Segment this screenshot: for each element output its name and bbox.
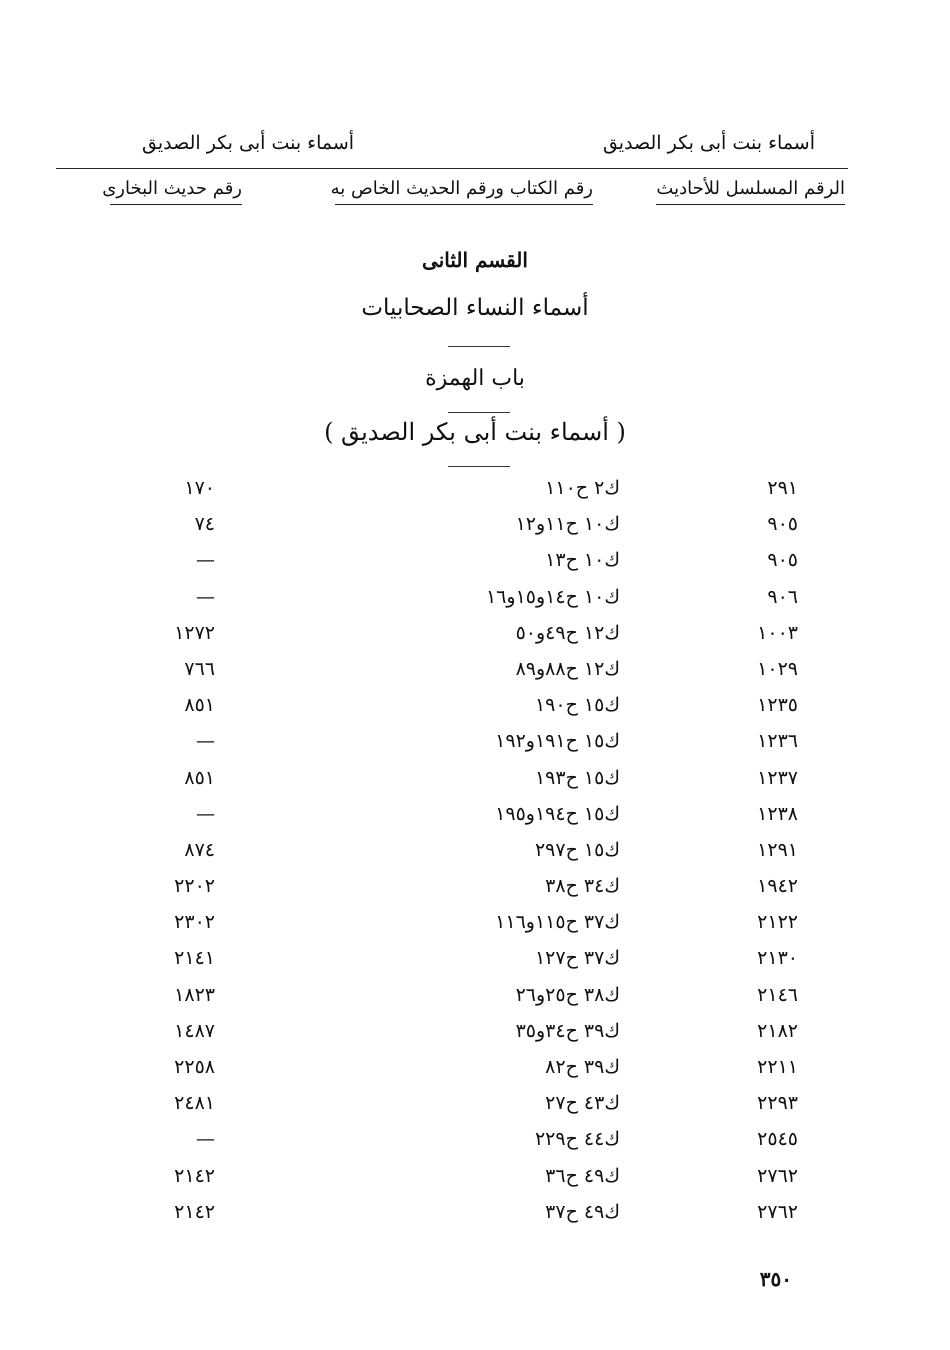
table-row: [0, 1121, 950, 1157]
table-row: [0, 506, 950, 542]
serial-number-cell: ١٢٩١: [757, 838, 798, 861]
table-row: [0, 1194, 950, 1230]
bukhari-number-cell: ٢١٤٢: [174, 1200, 215, 1223]
serial-number-cell: ١٢٣٧: [757, 766, 798, 789]
serial-number-cell: ١٢٣٥: [757, 694, 798, 717]
page-number: ٣٥٠: [759, 1267, 792, 1291]
book-hadith-cell: ك٤٤ ح٢٢٩: [534, 1128, 620, 1151]
table-row: [0, 1049, 950, 1085]
serial-number-cell: ٩٠٥: [767, 549, 798, 572]
column-header-book: رقم الكتاب ورقم الحديث الخاص به: [335, 178, 593, 205]
divider: [448, 412, 510, 413]
book-hadith-cell: ك٤٩ ح٣٧: [545, 1200, 620, 1223]
bukhari-number-cell: ٨٧٤: [184, 838, 215, 861]
section-subtitle: أسماء النساء الصحابيات: [361, 295, 589, 321]
running-head-left: أسماء بنت أبى بكر الصديق: [142, 132, 355, 154]
divider: [448, 346, 510, 347]
bukhari-number-cell: ٨٥١: [184, 694, 215, 717]
divider: [448, 466, 510, 467]
book-hadith-cell: ك٣٨ ح٢٥و٢٦: [515, 983, 620, 1006]
book-hadith-cell: ك١٢ ح٤٩و٥٠: [515, 621, 620, 644]
bukhari-number-cell: ٢١٤١: [174, 947, 215, 970]
book-hadith-cell: ك٣٩ ح٨٢: [545, 1056, 620, 1078]
serial-number-cell: ١٩٤٢: [757, 875, 798, 898]
table-row: [0, 796, 950, 832]
serial-number-cell: ٢٧٦٢: [757, 1164, 798, 1187]
book-hadith-cell: ك١٥ ح٢٩٧: [534, 838, 620, 861]
book-hadith-cell: ك١٥ ح١٩٣: [534, 766, 620, 789]
table-row: [0, 977, 950, 1013]
table-row: [0, 1158, 950, 1194]
table-row: [0, 1085, 950, 1121]
running-head-right: أسماء بنت أبى بكر الصديق: [602, 132, 815, 154]
book-hadith-cell: ك١٥ ح١٩١و١٩٢: [495, 730, 620, 753]
bukhari-number-cell: ١٤٨٧: [174, 1019, 215, 1042]
bukhari-number-cell: —: [196, 549, 215, 572]
serial-number-cell: ٢٥٤٥: [757, 1128, 798, 1151]
serial-number-cell: ٢٧٦٢: [757, 1200, 798, 1223]
section-title: القسم الثانى: [422, 248, 528, 272]
chapter-title: باب الهمزة: [425, 366, 525, 391]
bukhari-number-cell: ١٢٧٢: [174, 621, 215, 644]
book-hadith-cell: ك١٥ ح١٩٠: [534, 694, 620, 717]
serial-number-cell: ٩٠٦: [767, 585, 798, 608]
table-row: [0, 832, 950, 868]
serial-number-cell: ٢١٣٠: [757, 947, 798, 970]
serial-number-cell: ٢١٢٢: [757, 911, 798, 934]
table-row: [0, 904, 950, 940]
book-hadith-cell: ك٤٣ ح٢٧: [545, 1092, 620, 1115]
bukhari-number-cell: —: [196, 585, 215, 608]
table-row: [0, 470, 950, 506]
table-row: [0, 1013, 950, 1049]
serial-number-cell: ١٢٣٦: [757, 730, 798, 753]
book-hadith-cell: ك٣٧ ح١٢٧: [534, 947, 620, 970]
table-row: [0, 687, 950, 723]
serial-number-cell: ٩٠٥: [767, 513, 798, 536]
bukhari-number-cell: ٧٤: [194, 513, 215, 536]
book-hadith-cell: ك١٥ ح١٩٤و١٩٥: [495, 802, 620, 825]
book-hadith-cell: ك٤٩ ح٣٦: [545, 1164, 620, 1187]
header-rule: [56, 168, 848, 169]
table-row: [0, 579, 950, 615]
person-name: ( أسماء بنت أبى بكر الصديق ): [324, 418, 626, 446]
book-hadith-cell: ك٣٧ ح١١٥و١١٦: [495, 911, 620, 934]
table-row: [0, 651, 950, 687]
serial-number-cell: ٢٢٩٣: [757, 1092, 798, 1115]
book-hadith-cell: ك٢ ح١١٠: [545, 477, 620, 499]
serial-number-cell: ١٠٢٩: [757, 657, 798, 680]
table-row: [0, 723, 950, 759]
hadith-index-table: [0, 470, 950, 1230]
column-header-serial: الرقم المسلسل للأحاديث: [656, 178, 845, 205]
bukhari-number-cell: ٨٥١: [184, 766, 215, 789]
bukhari-number-cell: ٢١٤٢: [174, 1164, 215, 1187]
bukhari-number-cell: ١٧٠: [184, 477, 215, 499]
serial-number-cell: ٢١٤٦: [757, 983, 798, 1006]
book-hadith-cell: ك١٢ ح٨٨و٨٩: [515, 657, 620, 680]
serial-number-cell: ٢١٨٢: [757, 1019, 798, 1042]
bukhari-number-cell: ٢٣٠٢: [174, 911, 215, 934]
bukhari-number-cell: ٢٤٨١: [174, 1092, 215, 1115]
bukhari-number-cell: ١٨٢٣: [174, 983, 215, 1006]
book-hadith-cell: ك١٠ ح١٤و١٥و١٦: [485, 585, 620, 608]
table-row: [0, 868, 950, 904]
book-hadith-cell: ك١٠ ح١١و١٢: [515, 513, 620, 536]
book-hadith-cell: ك٣٤ ح٣٨: [545, 875, 620, 898]
serial-number-cell: ١٠٠٣: [757, 621, 798, 644]
column-header-bukhari: رقم حديث البخارى: [110, 178, 242, 205]
serial-number-cell: ٢٢١١: [757, 1056, 798, 1078]
table-row: [0, 760, 950, 796]
bukhari-number-cell: ٢٢٥٨: [174, 1056, 215, 1078]
serial-number-cell: ٢٩١: [767, 477, 798, 499]
table-row: [0, 940, 950, 976]
table-row: [0, 615, 950, 651]
serial-number-cell: ١٢٣٨: [757, 802, 798, 825]
book-hadith-cell: ك٣٩ ح٣٤و٣٥: [515, 1019, 620, 1042]
book-hadith-cell: ك١٠ ح١٣: [545, 549, 620, 572]
bukhari-number-cell: ٢٢٠٢: [174, 875, 215, 898]
bukhari-number-cell: —: [196, 802, 215, 825]
bukhari-number-cell: ٧٦٦: [184, 657, 215, 680]
table-row: [0, 542, 950, 578]
bukhari-number-cell: —: [196, 1128, 215, 1151]
bukhari-number-cell: —: [196, 730, 215, 753]
